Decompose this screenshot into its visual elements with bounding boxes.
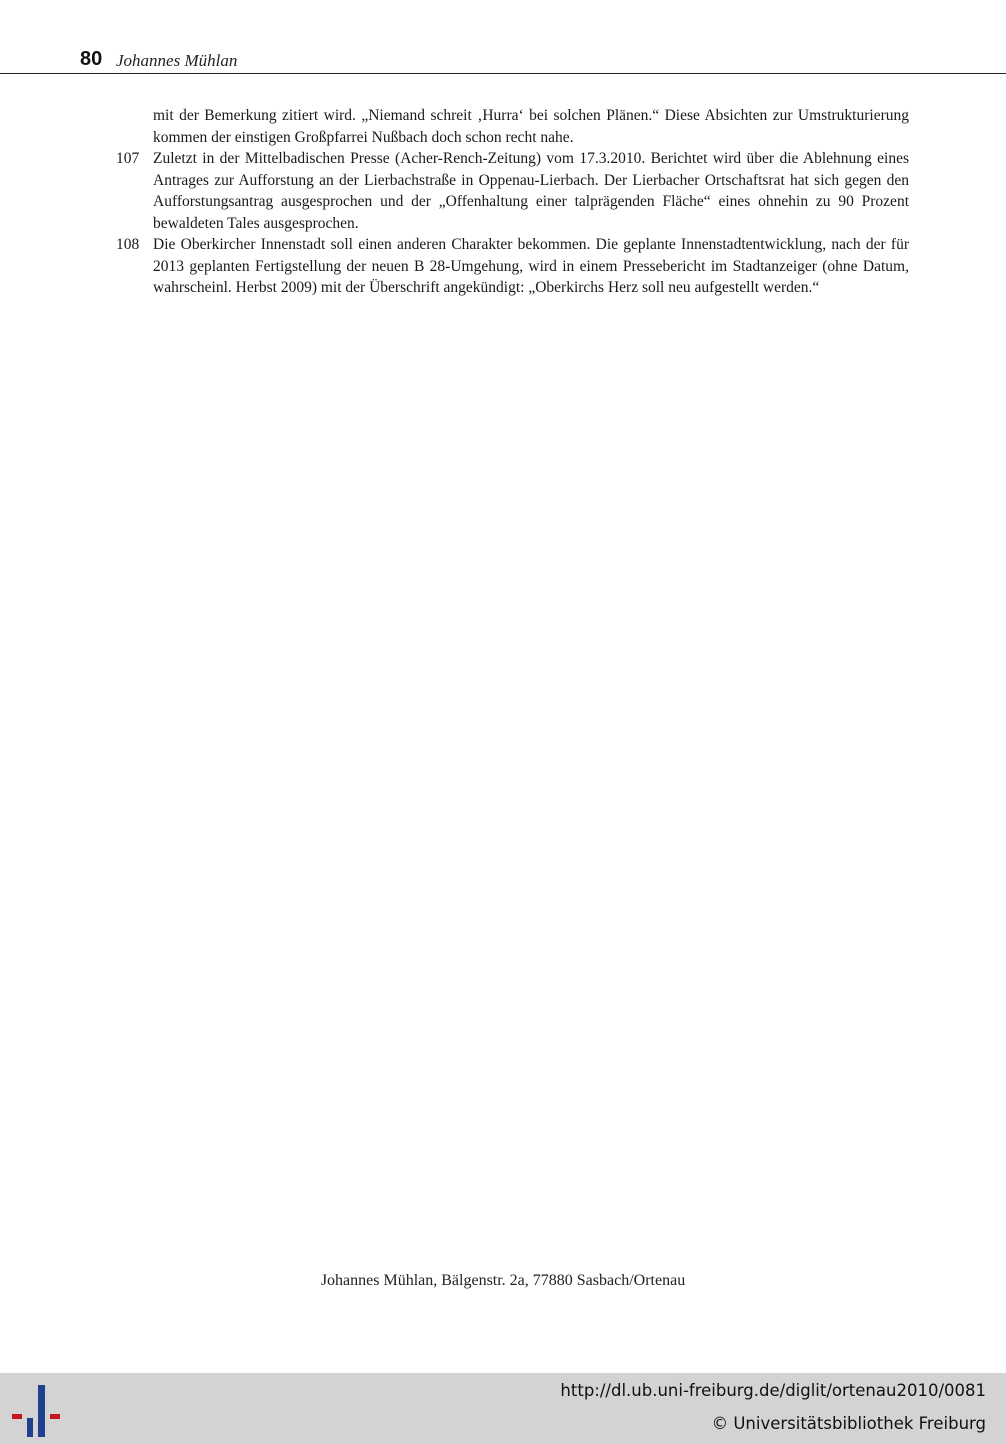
footnote-number: 107: [116, 150, 140, 167]
library-footer: [0, 1373, 1006, 1444]
footnote-107: [112, 148, 909, 234]
footnote-text: Zuletzt in der Mittelbadischen Presse (Acher-Rench-Zeitung) vom 17.3.2010. Berichtet wird über die Ablehnung eines Antrages zur Aufforstung an der Lierbachstraße in Oppenau-Lierbach. Der Lierbacher Ortschaftsrat hat sich gegen den Aufforstungsantrag ausgesprochen und der „Offenhaltung einer talprägenden Fläche“ eines ohnehin zu 90 Prozent bewaldeten Tales ausgesprochen.: [153, 150, 909, 232]
author-address: Johannes Mühlan, Bälgenstr. 2a, 77880 Sasbach/Ortenau: [320, 1272, 686, 1289]
ub-freiburg-logo-icon: [12, 1383, 64, 1437]
running-header: [0, 46, 1006, 74]
footnote-number: 108: [116, 236, 140, 253]
footnote-108: [112, 234, 909, 299]
header-author: Johannes Mühlan: [116, 51, 238, 70]
footnote-text: mit der Bemerkung zitiert wird. „Niemand schreit ‚Hurra‘ bei solchen Plänen.“ Diese Absichten zur Umstrukturierung kommen der einstigen Großpfarrei Nußbach doch schon recht nahe.: [153, 107, 909, 146]
footnote-text: Die Oberkircher Innenstadt soll einen anderen Charakter bekommen. Die geplante Innenstadtentwicklung, nach der für 2013 geplanten Fertigstellung der neuen B 28-Umgehung, wird in einem Pressebericht im Stadtanzeiger (ohne Datum, wahrscheinl. Herbst 2009) mit der Überschrift angekündigt: „Oberkirchs Herz soll neu aufgestellt werden.“: [153, 236, 909, 296]
footer-url-link[interactable]: http://dl.ub.uni-freiburg.de/diglit/ortenau2010/0081: [560, 1381, 986, 1400]
footnote-continued: [112, 105, 909, 148]
footnotes-list: [112, 105, 909, 299]
footer-copyright: © Universitätsbibliothek Freiburg: [711, 1414, 986, 1433]
page-number: 80: [80, 48, 103, 70]
